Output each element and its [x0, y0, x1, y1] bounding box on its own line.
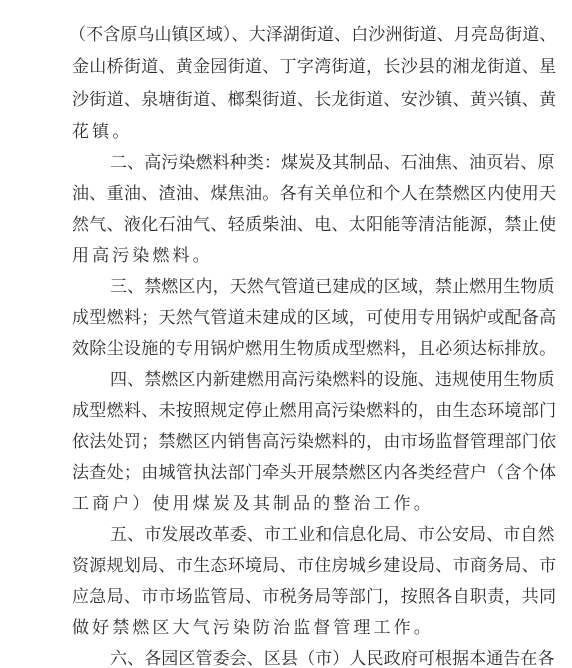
paragraph-6-line-1: 六、各园区管委会、区县（市）人民政府可根据本通告在各 [110, 649, 555, 668]
paragraph-2-line-1: 二、高污染燃料种类：煤炭及其制品、石油焦、油页岩、原 [110, 153, 555, 173]
paragraph-2-line-4: 用高污染燃料。 [72, 246, 213, 266]
paragraph-5-line-4: 做好禁燃区大气污染防治监督管理工作。 [72, 618, 434, 638]
paragraph-2-line-3: 然气、液化石油气、轻质柴油、电、太阳能等清洁能源，禁止使 [72, 215, 557, 235]
paragraph-3-line-3: 效除尘设施的专用锅炉燃用生物质成型燃料，且必须达标排放。 [72, 339, 557, 359]
paragraph-4-line-5: 工商户）使用煤炭及其制品的整治工作。 [72, 494, 434, 514]
paragraph-1-line-2: 金山桥街道、黄金园街道、丁字湾街道，长沙县的湘龙街道、星 [72, 57, 557, 77]
paragraph-2-line-2: 油、重油、渣油、煤焦油。各有关单位和个人在禁燃区内使用天 [72, 184, 557, 204]
paragraph-4-line-3: 依法处罚；禁燃区内销售高污染燃料的，由市场监督管理部门依 [72, 432, 557, 452]
paragraph-3-line-1: 三、禁燃区内，天然气管道已建成的区域，禁止燃用生物质 [110, 277, 555, 297]
paragraph-1-line-4: 花镇。 [72, 122, 133, 142]
paragraph-1-line-1: （不含原乌山镇区域）、大泽湖街道、白沙洲街道、月亮岛街道、 [69, 25, 557, 45]
paragraph-4-line-1: 四、禁燃区内新建燃用高污染燃料的设施、违规使用生物质 [110, 370, 555, 390]
paragraph-4-line-4: 法查处；由城管执法部门牵头开展禁燃区内各类经营户（含个体 [72, 463, 557, 483]
paragraph-1-line-3: 沙街道、泉塘街道、榔梨街道、长龙街道、安沙镇、黄兴镇、黄 [72, 90, 557, 110]
paragraph-5-line-3: 应急局、市市场监管局、市税务局等部门，按照各自职责，共同 [72, 587, 557, 607]
paragraph-4-line-2: 成型燃料、未按照规定停止燃用高污染燃料的，由生态环境部门 [72, 401, 557, 421]
paragraph-3-line-2: 成型燃料；天然气管道未建成的区域，可使用专用锅炉或配备高 [72, 308, 557, 328]
paragraph-5-line-2: 资源规划局、市生态环境局、市住房城乡建设局、市商务局、市 [72, 556, 557, 576]
paragraph-5-line-1: 五、市发展改革委、市工业和信息化局、市公安局、市自然 [110, 525, 555, 545]
